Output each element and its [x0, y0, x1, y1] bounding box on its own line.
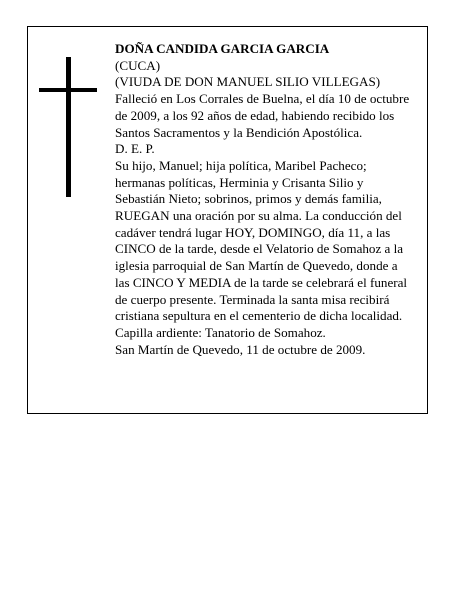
deceased-name: DOÑA CANDIDA GARCIA GARCIA — [115, 41, 330, 56]
text-line: Su hijo, Manuel; hija política, Maribel Pacheco; — [115, 157, 367, 173]
text-line: RUEGAN una oración por su alma. La conducción del — [115, 208, 402, 224]
text-line: cristiana sepultura en el cementerio de dicha localidad. — [115, 308, 403, 324]
widow-of-line: (VIUDA DE DON MANUEL SILIO VILLEGAS) — [115, 74, 381, 90]
obituary-text — [115, 41, 427, 358]
place-date-line: San Martín de Quevedo, 11 de octubre de 2009. — [115, 341, 366, 357]
obituary-notice — [27, 26, 428, 414]
text-line: hermanas políticas, Herminia y Crisanta Silio y — [115, 174, 364, 190]
text-line: cadáver tendrá lugar HOY, DOMINGO, día 11, a las — [115, 224, 391, 240]
text-line: Falleció en Los Corrales de Buelna, el día 10 de octubre — [115, 91, 410, 107]
cross-horizontal-bar — [39, 88, 97, 92]
chapel-line: Capilla ardiente: Tanatorio de Somahoz. — [115, 324, 326, 340]
cross-vertical-bar — [66, 57, 71, 197]
text-line: iglesia parroquial de San Martín de Quevedo, donde a — [115, 258, 398, 274]
text-line: las CINCO Y MEDIA de la tarde se celebrará el funeral — [115, 274, 408, 290]
rip-line: D. E. P. — [115, 141, 155, 157]
text-line: CINCO de la tarde, desde el Velatorio de Somahoz a la — [115, 241, 404, 257]
text-line: Sebastián Nieto; sobrinos, primos y demás familia, — [115, 191, 382, 207]
text-line: Santos Sacramentos y la Bendición Apostólica. — [115, 124, 363, 140]
deceased-nickname: (CUCA) — [115, 57, 161, 73]
text-line: de 2009, a los 92 años de edad, habiendo recibido los — [115, 107, 395, 123]
text-line: de cuerpo presente. Terminada la santa misa recibirá — [115, 291, 390, 307]
